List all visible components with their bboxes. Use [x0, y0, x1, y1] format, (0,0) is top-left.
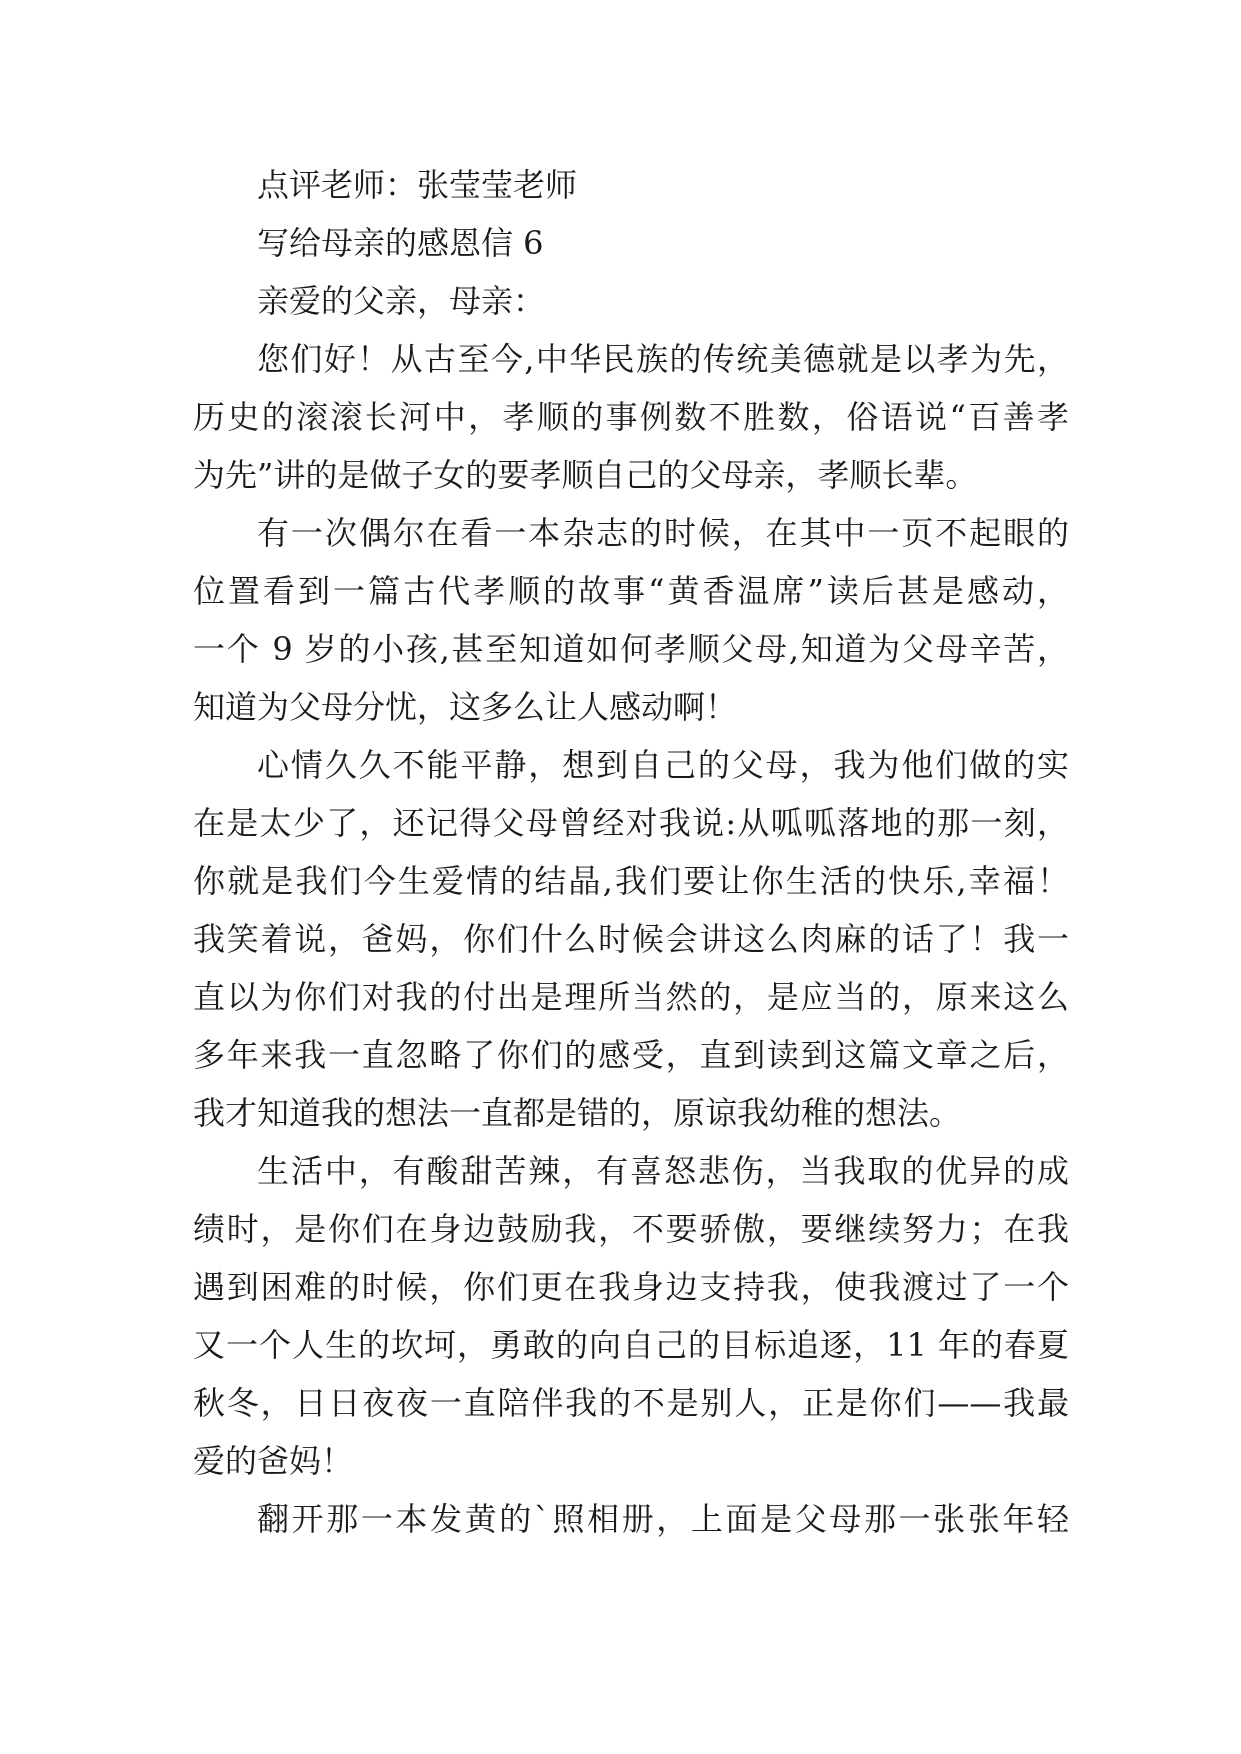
paragraph-2-line: 位置看到一篇古代孝顺的故事“黄香温席”读后甚是感动，: [193, 572, 1069, 610]
salutation: 亲爱的父亲，母亲：: [257, 282, 546, 320]
paragraph-3-line: 直以为你们对我的付出是理所当然的，是应当的，原来这么: [193, 978, 1069, 1016]
paragraph-2-line: 有一次偶尔在看一本杂志的时候，在其中一页不起眼的: [257, 514, 1069, 552]
paragraph-5-line: 翻开那一本发黄的`照相册，上面是父母那一张张年轻: [257, 1500, 1069, 1538]
paragraph-3-line: 我才知道我的想法一直都是错的，原谅我幼稚的想法。: [193, 1094, 962, 1132]
reviewer-line: 点评老师：张莹莹老师: [257, 166, 578, 204]
paragraph-1-line: 历史的滚滚长河中，孝顺的事例数不胜数，俗语说“百善孝: [193, 398, 1069, 436]
letter-body: [193, 156, 1069, 1548]
paragraph-1-line: 您们好！从古至今,中华民族的传统美德就是以孝为先，: [257, 340, 1069, 378]
paragraph-3-line: 在是太少了，还记得父母曾经对我说:从呱呱落地的那一刻，: [193, 804, 1069, 842]
paragraph-4-line: 绩时，是你们在身边鼓励我，不要骄傲，要继续努力；在我: [193, 1210, 1069, 1248]
paragraph-4-line: 遇到困难的时候，你们更在我身边支持我，使我渡过了一个: [193, 1268, 1069, 1306]
paragraph-3-line: 多年来我一直忽略了你们的感受，直到读到这篇文章之后，: [193, 1036, 1069, 1074]
paragraph-2-line: 一个 9 岁的小孩,甚至知道如何孝顺父母,知道为父母辛苦，: [193, 630, 1069, 668]
paragraph-4-line: 生活中，有酸甜苦辣，有喜怒悲伤，当我取的优异的成: [257, 1152, 1069, 1190]
paragraph-3-line: 心情久久不能平静，想到自己的父母，我为他们做的实: [257, 746, 1069, 784]
paragraph-4-line: 爱的爸妈！: [193, 1442, 354, 1480]
paragraph-3-line: 你就是我们今生爱情的结晶,我们要让你生活的快乐,幸福！: [193, 862, 1069, 900]
paragraph-2-line: 知道为父母分忧，这多么让人感动啊！: [193, 688, 738, 726]
paragraph-4-line: 秋冬，日日夜夜一直陪伴我的不是别人，正是你们——我最: [193, 1384, 1069, 1422]
paragraph-3-line: 我笑着说，爸妈，你们什么时候会讲这么肉麻的话了！我一: [193, 920, 1069, 958]
letter-title: 写给母亲的感恩信 6: [257, 224, 544, 262]
paragraph-1-line: 为先”讲的是做子女的要孝顺自己的父母亲，孝顺长辈。: [193, 456, 978, 494]
paragraph-4-line: 又一个人生的坎坷，勇敢的向自己的目标追逐，11 年的春夏: [193, 1326, 1069, 1364]
